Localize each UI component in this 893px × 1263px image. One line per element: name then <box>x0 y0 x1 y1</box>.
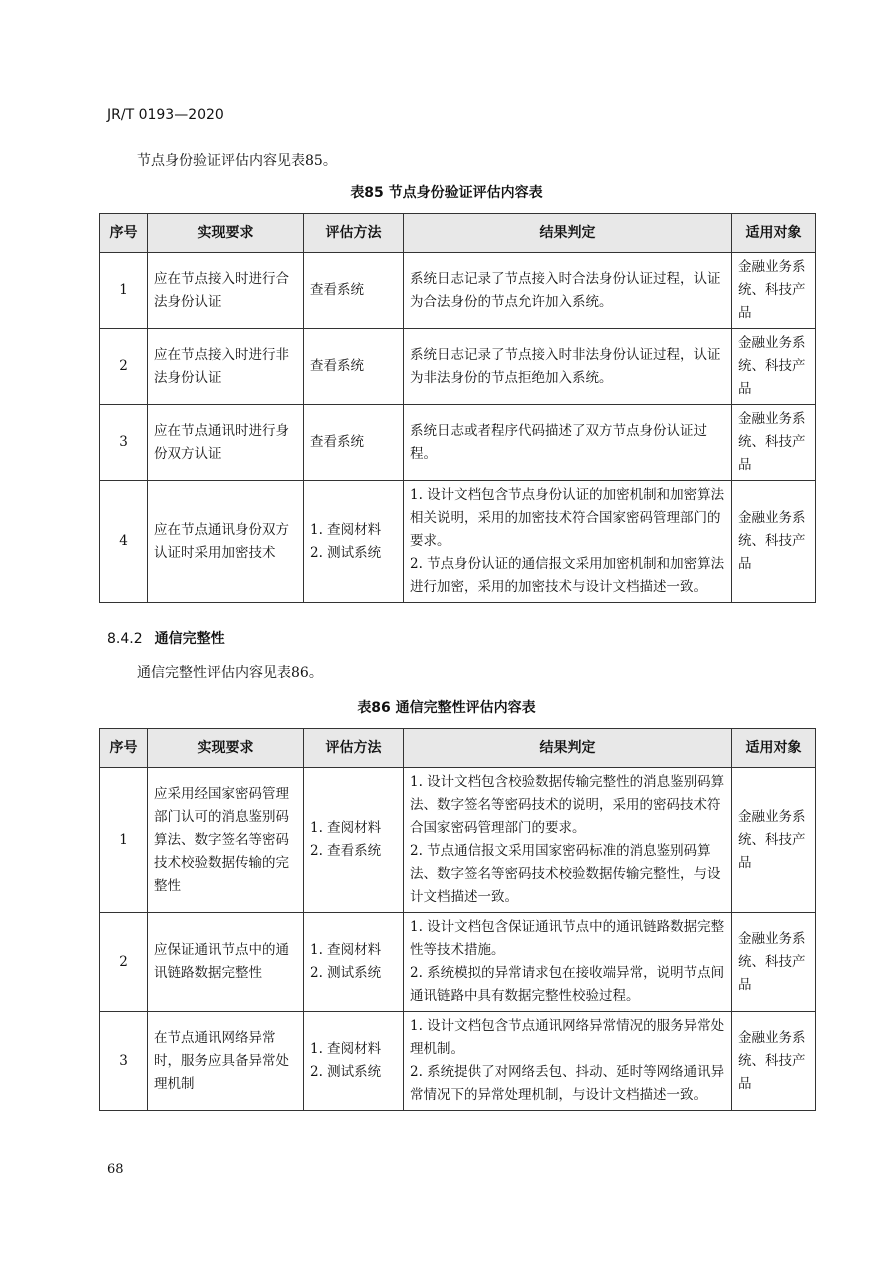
cell-requirement: 应保证通讯节点中的通讯链路数据完整性 <box>148 913 304 1012</box>
cell-result <box>404 1012 732 1111</box>
table-header-row <box>100 729 816 768</box>
table-caption-86: 表86 通信完整性评估内容表 <box>357 700 536 716</box>
col-header-method: 评估方法 <box>304 214 404 253</box>
cell-requirement: 应在节点通讯时进行身份双方认证 <box>148 405 304 481</box>
result-line: 2. 系统提供了对网络丢包、抖动、延时等网络通讯异常情况下的异常处理机制，与设计文档描述一致。 <box>410 1064 725 1103</box>
result-line: 2. 系统模拟的异常请求包在接收端异常，说明节点间通讯链路中具有数据完整性校验过程。 <box>410 965 725 1004</box>
cell-target: 金融业务系统、科技产品 <box>732 768 816 913</box>
cell-method <box>304 405 404 481</box>
table-85 <box>99 213 816 603</box>
method-line: 2. 测试系统 <box>310 1064 382 1080</box>
col-header-result: 结果判定 <box>404 729 732 768</box>
section-intro-86: 通信完整性评估内容见表86。 <box>137 665 323 681</box>
cell-no: 3 <box>100 405 148 481</box>
cell-requirement: 在节点通讯网络异常时，服务应具备异常处理机制 <box>148 1012 304 1111</box>
result-line: 1. 设计文档包含节点身份认证的加密机制和加密算法相关说明，采用的加密技术符合国家密码管理部门的要求。 <box>410 487 725 549</box>
method-line: 查看系统 <box>310 282 364 298</box>
result-line: 2. 节点通信报文采用国家密码标准的消息鉴别码算法、数字签名等密码技术校验数据传输完整性，与设计文档描述一致。 <box>410 843 721 905</box>
col-header-target: 适用对象 <box>732 214 816 253</box>
cell-method <box>304 253 404 329</box>
cell-result <box>404 481 732 603</box>
table-row <box>100 913 816 1012</box>
method-line: 1. 查阅材料 <box>310 820 382 836</box>
cell-method <box>304 913 404 1012</box>
cell-method <box>304 1012 404 1111</box>
cell-target: 金融业务系统、科技产品 <box>732 1012 816 1111</box>
cell-method <box>304 329 404 405</box>
table-header-row <box>100 214 816 253</box>
method-line: 查看系统 <box>310 434 364 450</box>
col-header-requirement: 实现要求 <box>148 214 304 253</box>
table-row <box>100 329 816 405</box>
table-row <box>100 481 816 603</box>
cell-result <box>404 913 732 1012</box>
cell-result <box>404 405 732 481</box>
result-line: 1. 设计文档包含节点通讯网络异常情况的服务异常处理机制。 <box>410 1018 725 1057</box>
method-line: 2. 测试系统 <box>310 544 382 561</box>
method-line: 1. 查阅材料 <box>310 1041 382 1057</box>
col-header-requirement: 实现要求 <box>148 729 304 768</box>
cell-method <box>304 768 404 913</box>
cell-target: 金融业务系统、科技产品 <box>732 481 816 603</box>
col-header-no: 序号 <box>100 729 148 768</box>
table-row <box>100 768 816 913</box>
cell-target: 金融业务系统、科技产品 <box>732 253 816 329</box>
cell-result <box>404 253 732 329</box>
cell-requirement: 应在节点接入时进行合法身份认证 <box>148 253 304 329</box>
col-header-no: 序号 <box>100 214 148 253</box>
result-line: 1. 设计文档包含校验数据传输完整性的消息鉴别码算法、数字签名等密码技术的说明，采用的密码技术符合国家密码管理部门的要求。 <box>410 774 725 836</box>
section-number: 8.4.2 <box>107 631 143 647</box>
cell-no: 2 <box>100 329 148 405</box>
result-line: 1. 设计文档包含保证通讯节点中的通讯链路数据完整性等技术措施。 <box>410 919 725 958</box>
col-header-target: 适用对象 <box>732 729 816 768</box>
cell-no: 1 <box>100 253 148 329</box>
method-line: 2. 查看系统 <box>310 843 382 859</box>
result-line: 系统日志记录了节点接入时合法身份认证过程，认证为合法身份的节点允许加入系统。 <box>410 270 721 310</box>
section-heading-8-4-2 <box>107 628 225 648</box>
cell-no: 4 <box>100 481 148 603</box>
method-line: 1. 查阅材料 <box>310 942 382 958</box>
table-row <box>100 405 816 481</box>
col-header-method: 评估方法 <box>304 729 404 768</box>
cell-target: 金融业务系统、科技产品 <box>732 913 816 1012</box>
document-id: JR/T 0193—2020 <box>107 107 224 123</box>
result-line: 2. 节点身份认证的通信报文采用加密机制和加密算法进行加密，采用的加密技术与设计文档描述一致。 <box>410 556 725 595</box>
cell-method <box>304 481 404 603</box>
result-line: 系统日志或者程序代码描述了双方节点身份认证过程。 <box>410 422 707 462</box>
table-86 <box>99 728 816 1111</box>
method-line: 1. 查阅材料 <box>310 521 382 538</box>
page-number: 68 <box>107 1162 124 1177</box>
method-line: 2. 测试系统 <box>310 965 382 981</box>
section-intro-85: 节点身份验证评估内容见表85。 <box>137 153 337 169</box>
cell-requirement: 应采用经国家密码管理部门认可的消息鉴别码算法、数字签名等密码技术校验数据传输的完整性 <box>148 768 304 913</box>
cell-no: 3 <box>100 1012 148 1111</box>
section-title: 通信完整性 <box>154 631 225 647</box>
col-header-result: 结果判定 <box>404 214 732 253</box>
cell-result <box>404 768 732 913</box>
method-line: 查看系统 <box>310 358 364 374</box>
cell-no: 2 <box>100 913 148 1012</box>
table-row <box>100 253 816 329</box>
table-caption-85: 表85 节点身份验证评估内容表 <box>350 185 543 201</box>
table-row <box>100 1012 816 1111</box>
cell-target: 金融业务系统、科技产品 <box>732 329 816 405</box>
cell-result <box>404 329 732 405</box>
cell-requirement: 应在节点接入时进行非法身份认证 <box>148 329 304 405</box>
cell-requirement: 应在节点通讯身份双方认证时采用加密技术 <box>148 481 304 603</box>
result-line: 系统日志记录了节点接入时非法身份认证过程，认证为非法身份的节点拒绝加入系统。 <box>410 346 721 386</box>
cell-target: 金融业务系统、科技产品 <box>732 405 816 481</box>
cell-no: 1 <box>100 768 148 913</box>
